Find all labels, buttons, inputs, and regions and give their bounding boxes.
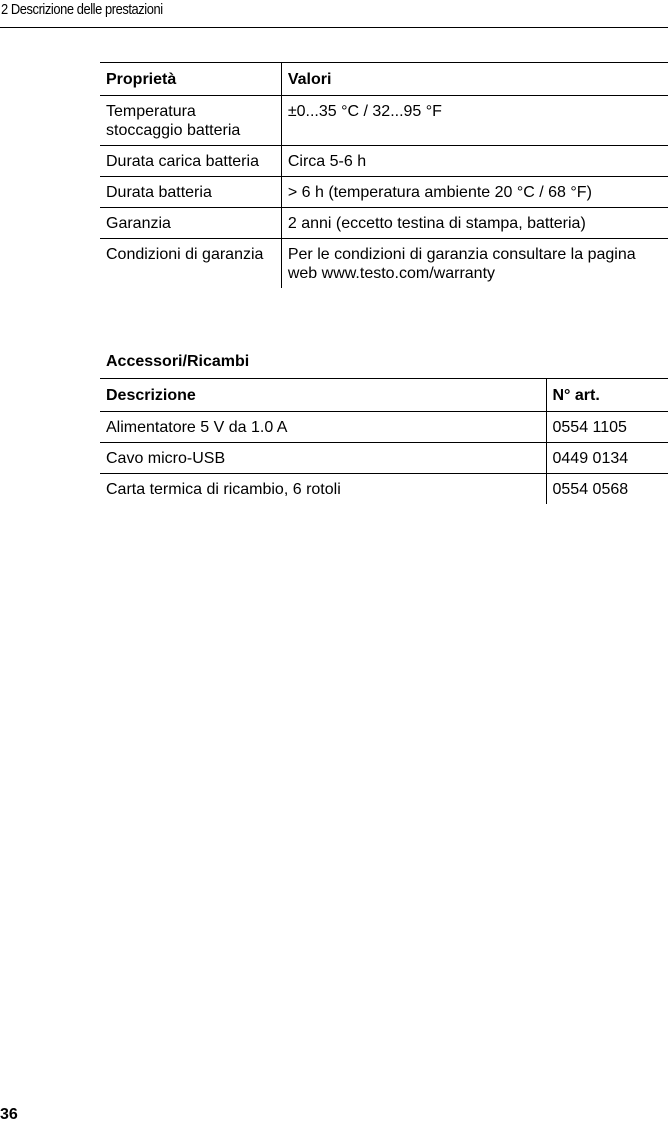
table-row xyxy=(100,239,668,289)
value-cell: > 6 h (temperatura ambiente 20 °C / 68 °F) xyxy=(281,177,668,208)
accessories-table xyxy=(100,378,668,504)
property-cell: Garanzia xyxy=(100,208,281,239)
table-row xyxy=(100,474,668,505)
table-header-row xyxy=(100,379,668,412)
table-row xyxy=(100,412,668,443)
specifications-table xyxy=(100,62,668,288)
table-row xyxy=(100,443,668,474)
value-cell: Circa 5-6 h xyxy=(281,146,668,177)
property-cell: Durata batteria xyxy=(100,177,281,208)
column-header-article: N° art. xyxy=(546,379,668,412)
property-cell: Durata carica batteria xyxy=(100,146,281,177)
value-cell: 2 anni (eccetto testina di stampa, batteria) xyxy=(281,208,668,239)
column-header-property: Proprietà xyxy=(100,63,281,96)
table-row xyxy=(100,96,668,146)
description-cell: Cavo micro-USB xyxy=(100,443,546,474)
page-number: 36 xyxy=(0,1106,18,1123)
accessories-title: Accessori/Ricambi xyxy=(106,353,250,370)
description-cell: Carta termica di ricambio, 6 rotoli xyxy=(100,474,546,505)
column-header-description: Descrizione xyxy=(100,379,546,412)
table-row xyxy=(100,177,668,208)
article-number-cell: 0554 0568 xyxy=(552,481,629,498)
value-cell: ±0...35 °C / 32...95 °F xyxy=(281,96,668,146)
property-cell: Condizioni di garanzia xyxy=(100,239,281,289)
table-row xyxy=(100,146,668,177)
article-number-cell: 0554 1105 xyxy=(546,412,668,443)
column-header-value: Valori xyxy=(281,63,668,96)
table-header-row xyxy=(100,63,668,96)
running-header xyxy=(0,0,668,28)
article-number-cell: 0449 0134 xyxy=(546,443,668,474)
property-cell: Temperatura stoccaggio batteria xyxy=(100,96,281,146)
description-cell: Alimentatore 5 V da 1.0 A xyxy=(100,412,546,443)
table-row xyxy=(100,208,668,239)
value-cell: Per le condizioni di garanzia consultare la pagina web www.testo.com/warranty xyxy=(287,246,636,282)
running-header-title: 2 Descrizione delle prestazioni xyxy=(1,1,163,18)
